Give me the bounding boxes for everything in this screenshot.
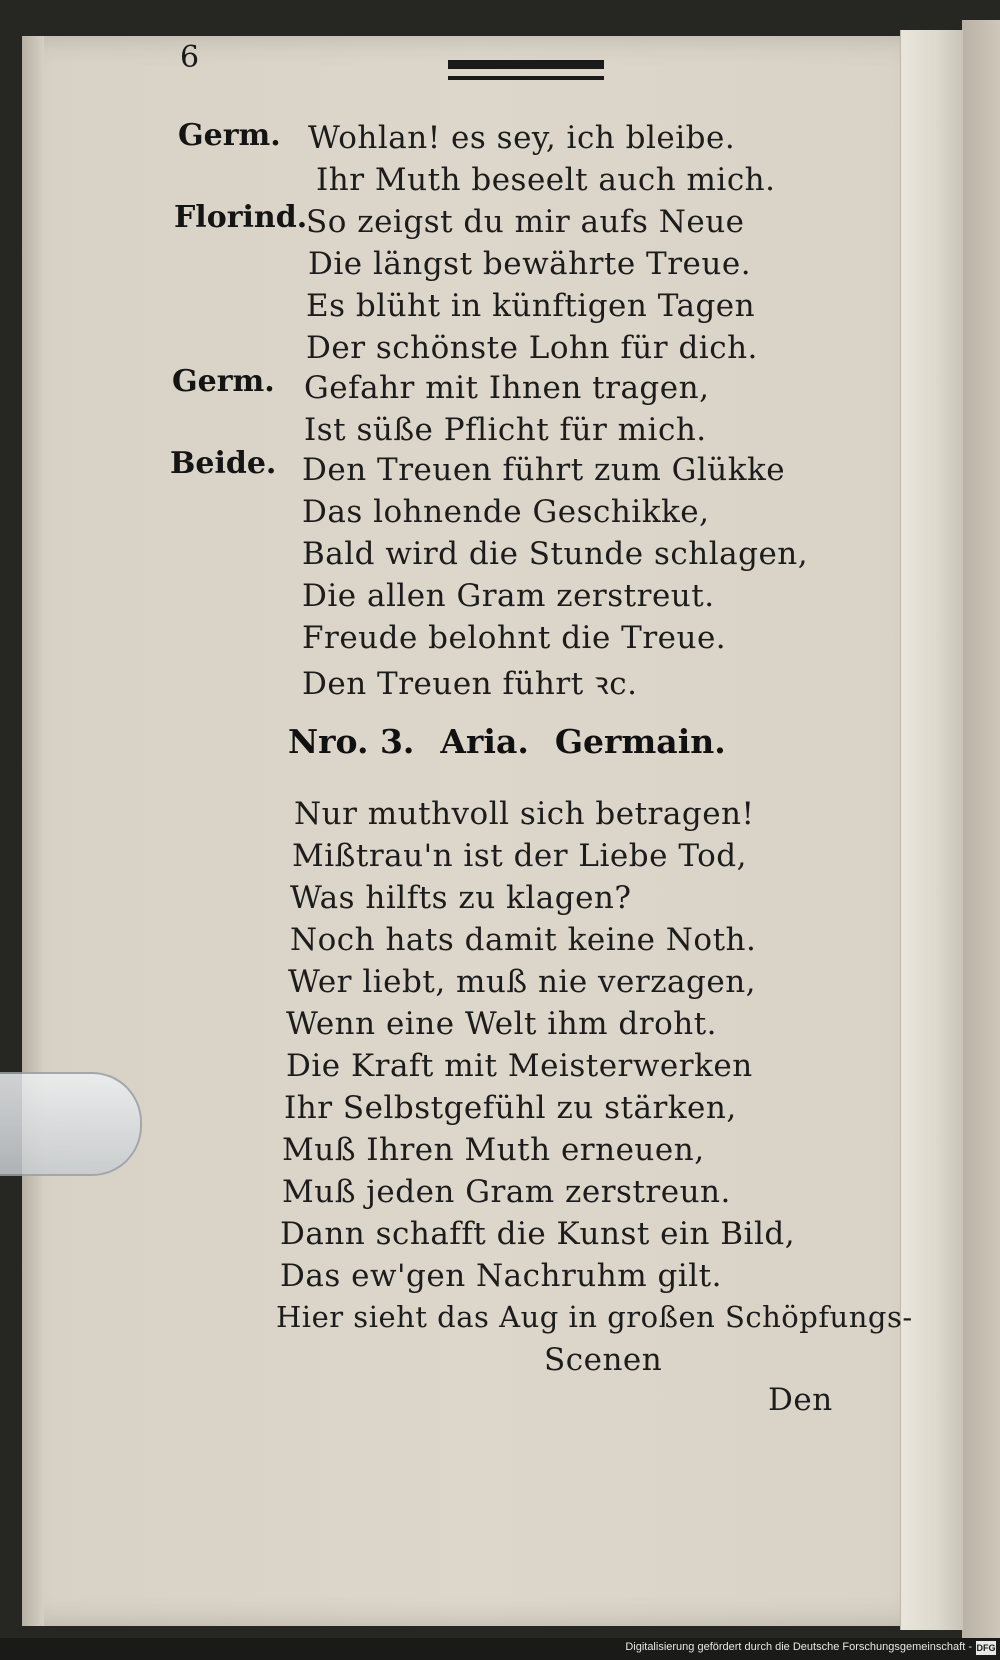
aria-line: Was hilfts zu klagen?: [290, 880, 632, 916]
speaker-label: Florind.: [174, 200, 308, 235]
verse-line: Den Treuen führt ꝛc.: [302, 666, 638, 702]
verse-line: Der schönste Lohn für dich.: [306, 330, 758, 366]
aria-line: Hier sieht das Aug in großen Schöpfungs-: [276, 1300, 913, 1334]
verse-line: Ihr Muth beseelt auch mich.: [316, 162, 776, 198]
adjacent-page-edge: [962, 20, 1000, 1640]
page-clip: [0, 1072, 142, 1176]
verse-line: Ist süße Pflicht für mich.: [304, 412, 707, 448]
page-gutter: [22, 36, 44, 1626]
aria-line: Nur muthvoll sich betragen!: [294, 796, 755, 832]
verse-line: Gefahr mit Ihnen tragen,: [304, 370, 710, 406]
footer-credit: Digitalisierung gefördert durch die Deutsche Forschungsgemeinschaft -: [625, 1641, 972, 1653]
verse-line: Bald wird die Stunde schlagen,: [302, 536, 809, 572]
aria-line: Muß jeden Gram zerstreun.: [282, 1174, 731, 1210]
verse-line: Die allen Gram zerstreut.: [302, 578, 715, 614]
aria-line: Mißtrau'n ist der Liebe Tod,: [292, 838, 747, 874]
verse-line: Das lohnende Geschikke,: [302, 494, 710, 530]
aria-heading: [288, 722, 752, 761]
header-rule-thin: [448, 76, 604, 80]
aria-singer: Germain.: [554, 722, 726, 761]
aria-line: Das ew'gen Nachruhm gilt.: [280, 1258, 722, 1294]
speaker-label: Germ.: [172, 364, 275, 399]
speaker-label: Germ.: [178, 118, 281, 153]
verse-line: Den Treuen führt zum Glükke: [302, 452, 786, 488]
aria-line: Wenn eine Welt ihm droht.: [286, 1006, 718, 1042]
verse-line: So zeigst du mir aufs Neue: [306, 204, 745, 240]
aria-line: Dann schafft die Kunst ein Bild,: [280, 1216, 796, 1252]
digitization-footer: [0, 1638, 1000, 1660]
verse-line: Freude belohnt die Treue.: [302, 620, 727, 656]
aria-line: Noch hats damit keine Noth.: [290, 922, 757, 958]
verse-line: Die längst bewährte Treue.: [308, 246, 752, 282]
header-rule-thick: [448, 60, 604, 69]
aria-number: Nro. 3.: [288, 722, 415, 761]
verse-line: Es blüht in künftigen Tagen: [306, 288, 756, 324]
dfg-logo: DFG: [976, 1643, 996, 1653]
speaker-label: Beide.: [170, 446, 277, 481]
catchword: Den: [768, 1382, 833, 1418]
aria-line: Wer liebt, muß nie verzagen,: [288, 964, 757, 1000]
aria-line: Die Kraft mit Meisterwerken: [286, 1048, 753, 1084]
page-number: 6: [180, 40, 200, 75]
page-margin-strip: [900, 30, 963, 1630]
aria-title: Aria.: [440, 722, 529, 761]
aria-line: Scenen: [544, 1342, 663, 1378]
verse-line: Wohlan! es sey, ich bleibe.: [308, 120, 736, 156]
aria-line: Muß Ihren Muth erneuen,: [282, 1132, 705, 1168]
aria-line: Ihr Selbstgefühl zu stärken,: [284, 1090, 737, 1126]
